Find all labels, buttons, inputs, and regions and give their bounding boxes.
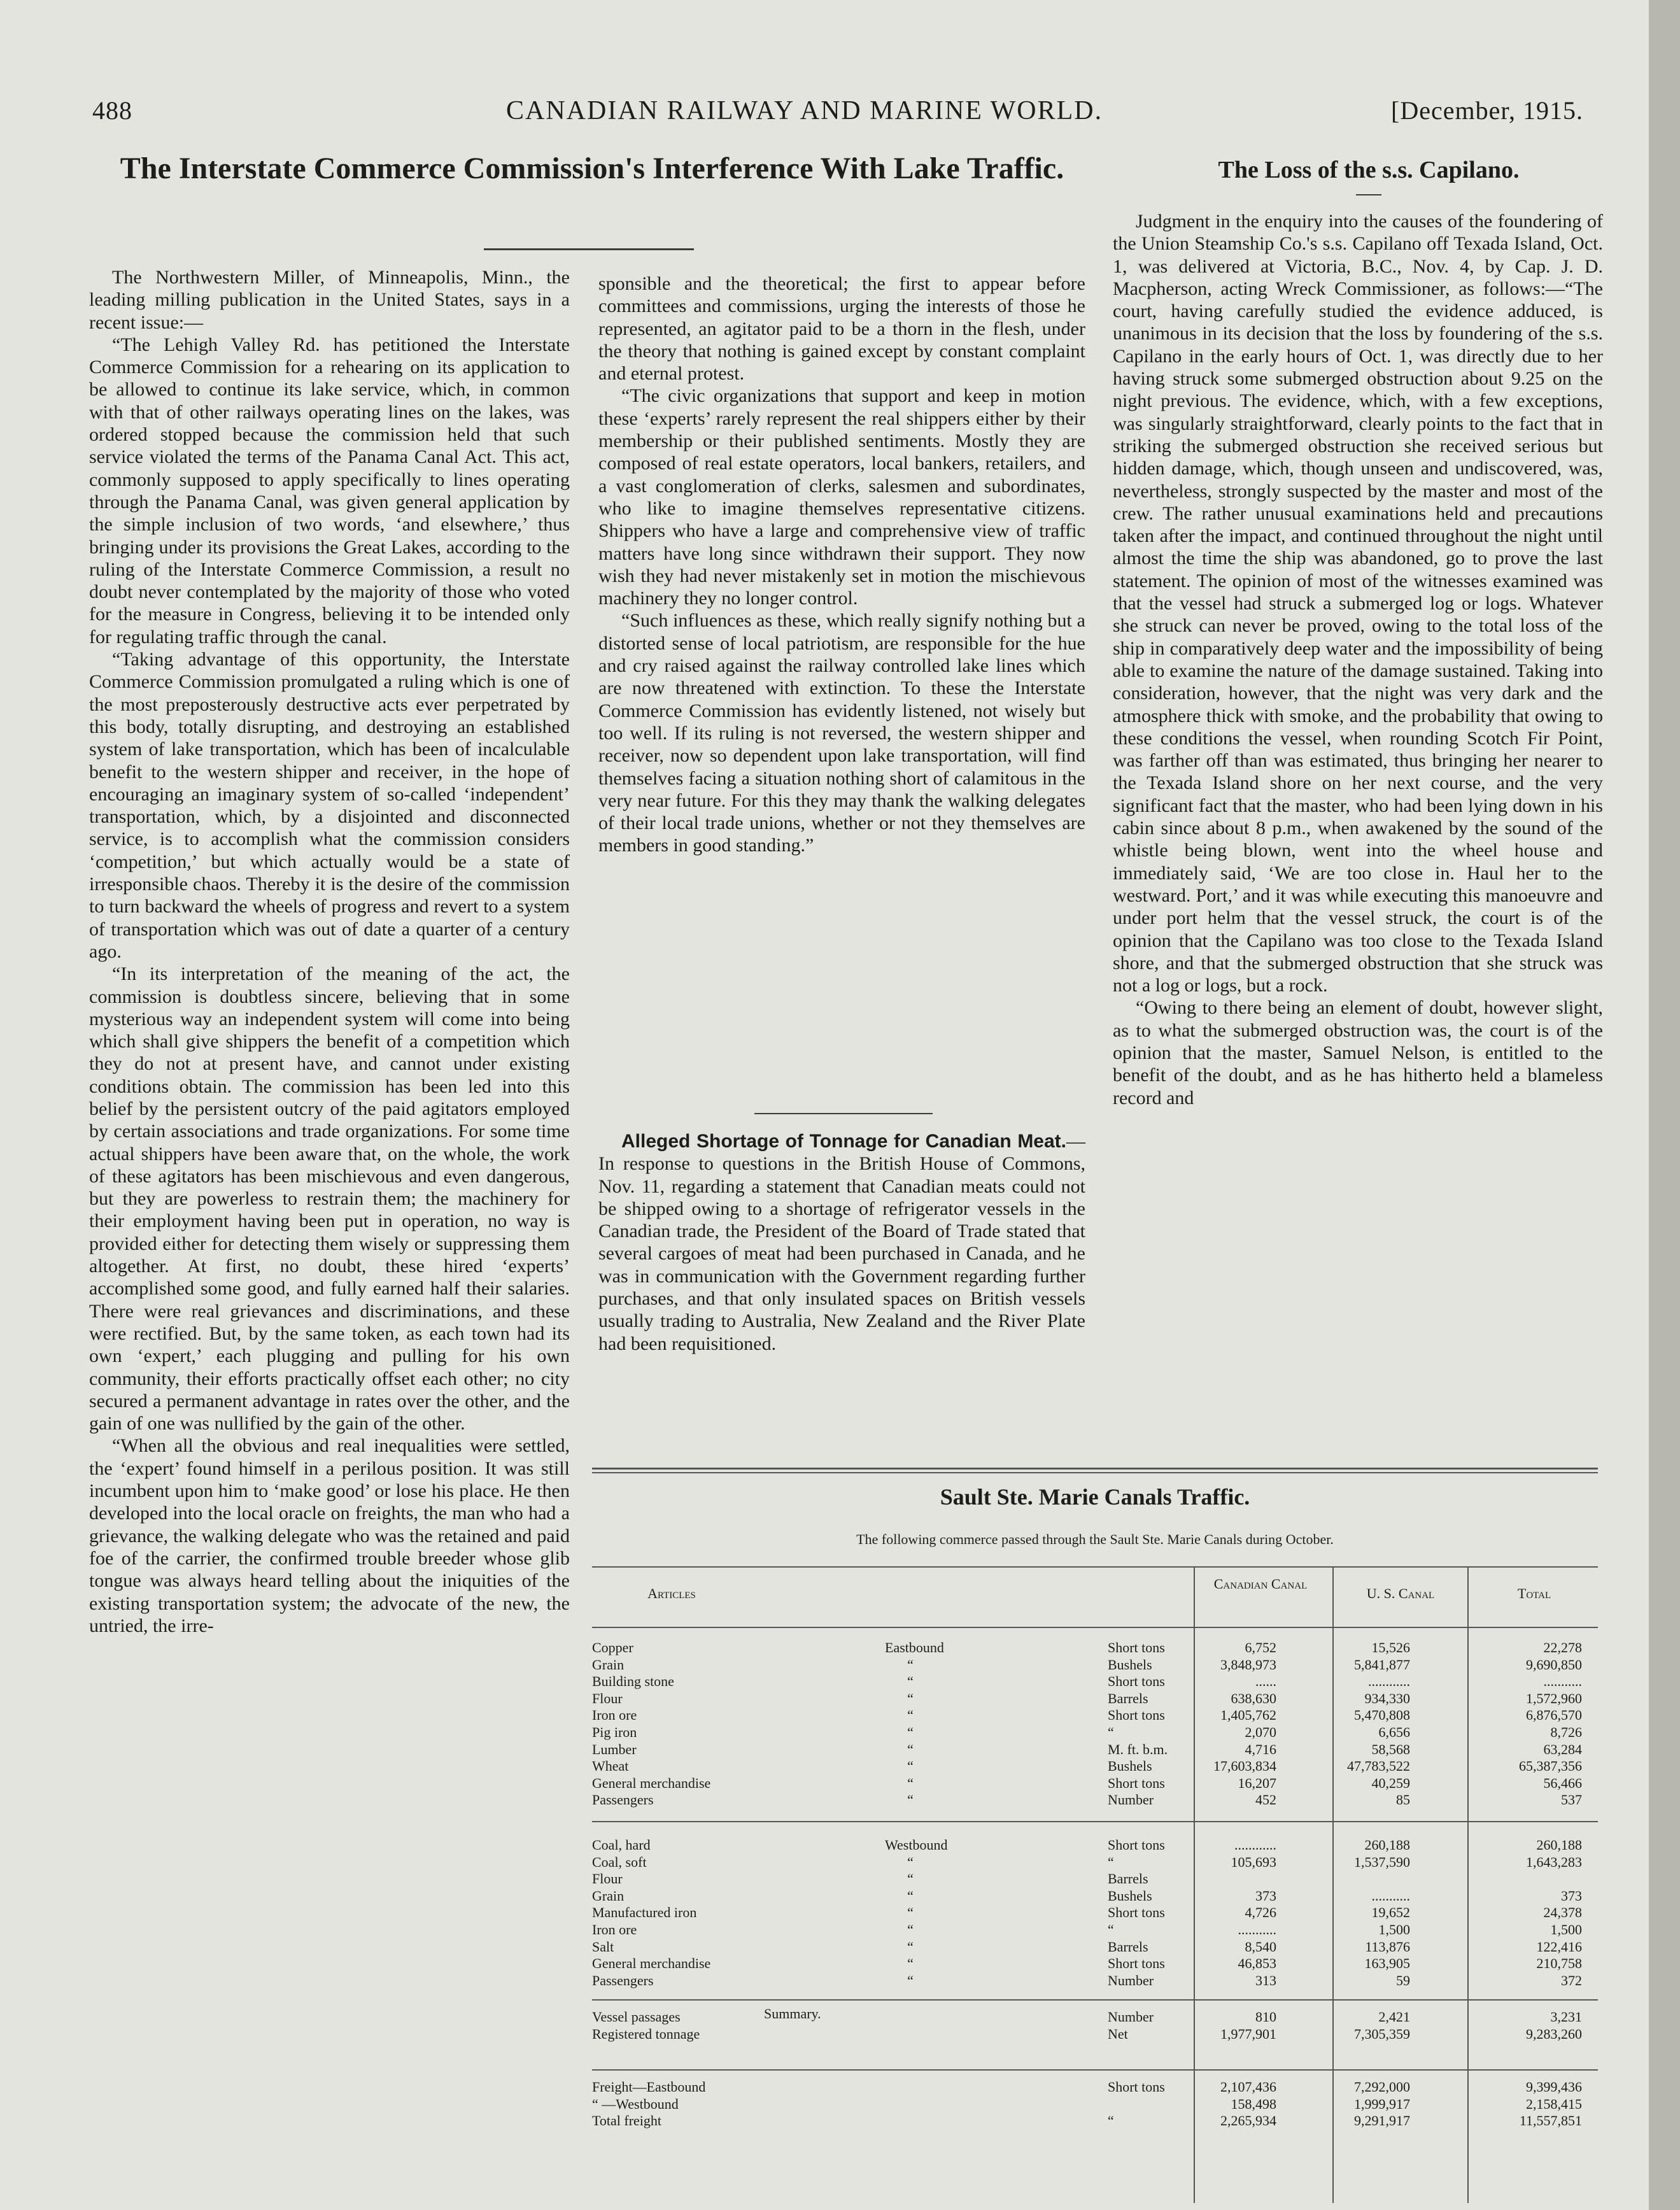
table-row <box>592 2079 1598 2096</box>
article-column-3 <box>1113 210 1603 1109</box>
column-header-us: U. S. Canal <box>1366 1585 1435 1601</box>
canadian-canal-cell: 16,207 <box>1238 1774 1276 1791</box>
total-cell: 9,690,850 <box>1526 1656 1582 1673</box>
us-canal-cell: ........... <box>1371 1887 1410 1904</box>
direction-cell: Eastbound <box>885 1640 944 1655</box>
total-cell: 210,758 <box>1536 1955 1582 1972</box>
canadian-canal-cell: ...... <box>1255 1673 1276 1690</box>
table-row <box>592 1707 1598 1724</box>
direction-cell: “ <box>907 1904 914 1921</box>
canadian-canal-cell: 2,070 <box>1245 1724 1276 1740</box>
total-cell: 65,387,356 <box>1519 1758 1582 1774</box>
article-cell: Flour <box>592 1871 623 1887</box>
us-canal-cell: 7,292,000 <box>1354 2079 1410 2095</box>
us-canal-cell: 19,652 <box>1371 1904 1410 1921</box>
paragraph: “Such influences as these, which really signify nothing but a distorted sense of local patriotism, are responsible for the hue and cry raised against the railway controlled lake lines which are now threatened with extinction. To these the Interstate Commerce Commission has evidently listened, not wisely but too well. If its ruling is not reversed, the western shipper and receiver, now so dependent upon lake transportation, will find themselves facing a situation nothing short of calamitous in the very near future. For this they may thank the walking delegates of their local trade unions, whether or not they themselves are members in good standing.” <box>598 610 1085 856</box>
table-row <box>592 1741 1598 1759</box>
article-cell: Coal, hard <box>592 1837 651 1853</box>
issue-date: [December, 1915. <box>1391 96 1584 125</box>
canadian-canal-cell: 810 <box>1255 2009 1276 2025</box>
table-row <box>592 1775 1598 1792</box>
direction-cell: “ <box>907 1871 914 1887</box>
article-cell: Wheat <box>592 1758 629 1774</box>
total-cell: 63,284 <box>1543 1741 1582 1757</box>
summary-label: Summary. <box>764 2006 821 2022</box>
canadian-canal-cell: 6,752 <box>1245 1640 1276 1655</box>
unit-cell: Short tons <box>1108 1904 1165 1921</box>
table-row <box>592 1673 1598 1690</box>
table-row <box>592 2113 1598 2130</box>
direction-cell: “ <box>907 1758 914 1774</box>
unit-cell: “ <box>1108 1922 1114 1937</box>
article-cell: Freight—Eastbound <box>592 2079 706 2095</box>
table-row <box>592 1657 1598 1674</box>
total-cell: 1,643,283 <box>1526 1853 1582 1870</box>
direction-cell: “ <box>907 1853 914 1870</box>
unit-cell: Bushels <box>1108 1887 1152 1904</box>
section-rule <box>592 2069 1598 2071</box>
article-cell: Coal, soft <box>592 1853 647 1870</box>
us-canal-cell: 260,188 <box>1364 1837 1410 1853</box>
article-cell: Flour <box>592 1690 623 1706</box>
unit-cell: Net <box>1108 2025 1128 2042</box>
canadian-canal-cell: ........... <box>1238 1922 1276 1937</box>
article-divider <box>754 1113 933 1114</box>
canadian-canal-cell: 2,107,436 <box>1220 2079 1276 2095</box>
table-row <box>592 1640 1598 1657</box>
journal-title: CANADIAN RAILWAY AND MARINE WORLD. <box>506 96 1103 125</box>
us-canal-cell: 47,783,522 <box>1347 1758 1410 1774</box>
page-spine <box>1649 0 1680 2210</box>
canadian-canal-cell: 452 <box>1255 1792 1276 1808</box>
article-cell: Iron ore <box>592 1922 637 1937</box>
total-cell: 2,158,415 <box>1526 2095 1582 2112</box>
direction-cell: “ <box>907 1690 914 1706</box>
us-canal-cell: 113,876 <box>1365 1938 1410 1955</box>
total-cell: 537 <box>1561 1792 1582 1808</box>
unit-cell: Bushels <box>1108 1758 1152 1774</box>
unit-cell: “ <box>1108 1853 1114 1870</box>
section-rule <box>592 1821 1598 1822</box>
table-row <box>592 1955 1598 1973</box>
article-cell: Iron ore <box>592 1707 637 1724</box>
column-header-total: Total <box>1517 1585 1551 1601</box>
direction-cell: “ <box>907 1887 914 1904</box>
unit-cell: Short tons <box>1108 1774 1165 1791</box>
unit-cell: Short tons <box>1108 1673 1165 1690</box>
unit-cell: Short tons <box>1108 1955 1165 1972</box>
table-title: Sault Ste. Marie Canals Traffic. <box>940 1484 1250 1510</box>
unit-cell: Short tons <box>1108 1707 1165 1724</box>
canadian-canal-cell: 46,853 <box>1238 1955 1276 1972</box>
total-cell: 56,466 <box>1543 1774 1582 1791</box>
canadian-canal-cell: 158,498 <box>1231 2095 1276 2112</box>
us-canal-cell: 1,999,917 <box>1354 2095 1410 2112</box>
article-cell: Salt <box>592 1938 614 1955</box>
article-cell: Total freight <box>592 2113 662 2129</box>
table-row <box>592 1854 1598 1871</box>
column-header-articles: Articles <box>647 1585 696 1601</box>
unit-cell: Number <box>1108 2009 1154 2025</box>
article-cell: “ —Westbound <box>592 2095 679 2112</box>
canadian-canal-cell: 1,405,762 <box>1220 1707 1276 1724</box>
canadian-canal-cell: 3,848,973 <box>1220 1656 1276 1673</box>
article-cell: Passengers <box>592 1792 654 1808</box>
article-cell: Pig iron <box>592 1724 637 1740</box>
total-cell: 373 <box>1561 1887 1582 1904</box>
total-cell: 6,876,570 <box>1526 1707 1582 1724</box>
direction-cell: “ <box>907 1972 914 1988</box>
table-row <box>592 1724 1598 1741</box>
total-cell: 24,378 <box>1543 1904 1582 1921</box>
unit-cell: M. ft. b.m. <box>1108 1741 1168 1757</box>
canadian-canal-cell: 373 <box>1255 1887 1276 1904</box>
direction-cell: “ <box>907 1792 914 1808</box>
total-cell: 22,278 <box>1543 1640 1582 1655</box>
direction-cell: “ <box>907 1774 914 1791</box>
article-column-1 <box>89 266 570 1637</box>
paragraph: Judgment in the enquiry into the causes of the foundering of the Union Steamship Co.'s s.s. Capilano off Texada Island, Oct. 1, was delivered at Victoria, B.C., Nov. 4, by Cap. J. D. Macpherson, acting Wreck Commissioner, as follows:—“The court, having carefully studied the evidence adduced, is unanimous in its decision that the loss by foundering of the s.s. Capilano in the early hours of Oct. 1, was directly due to her having struck some submerged obstruction about 9.25 on the night previous. The evidence, which, with a few exceptions, was singularly straightforward, clearly points to the fact that in striking the submerged obstruction she received serious but hidden damage, which, though unseen and undiscovered, was, nevertheless, strongly suspected by the master and most of the crew. The rather unusual examinations held and precautions taken after the impact, and continued throughout the night until almost the time the ship was abandoned, go to prove the last statement. The opinion of most of the witnesses examined was that the vessel had struck a submerged log or logs. Whatever she struck can never be proved, owing to the total loss of the ship in comparatively deep water and the impossibility of being able to examine the nature of the damage sustained. Taking into consideration, however, that the night was very dark and the atmosphere thick with smoke, and the probability that owing to these conditions the vessel, when rounding Scotch Fir Point, was farther off than was estimated, thus bringing her nearer to the Texada Island shore on her next course, and the very significant fact that the master, who had been lying down in his cabin since about 8 p.m., when awakened by the sound of the whistle being blown, went into the wheel house and immediately said, ‘We are too close in. Haul her to the westward. Port,’ and it was while executing this manoeuvre and under port helm that the vessel struck, the court is of the opinion that the Capilano was too close to the Texada Island shore, and that the submerged obstruction that she struck was not a log or logs, but a rock. <box>1113 211 1603 996</box>
unit-cell: Barrels <box>1108 1871 1148 1887</box>
direction-cell: “ <box>907 1922 914 1937</box>
paragraph: “Owing to there being an element of doubt, however slight, as to what the submerged obstruction was, the court is of the opinion that the master, Samuel Nelson, is entitled to the benefit of the doubt, and as he has hitherto held a blameless record and <box>1113 997 1603 1109</box>
table-row <box>592 1792 1598 1809</box>
unit-cell: Barrels <box>1108 1690 1148 1706</box>
table-top-rule <box>592 1472 1598 1473</box>
unit-cell: Short tons <box>1108 1837 1165 1853</box>
article-cell: Manufactured iron <box>592 1904 697 1921</box>
article-cell: General merchandise <box>592 1774 711 1791</box>
direction-cell: “ <box>907 1955 914 1972</box>
article-cell: Grain <box>592 1887 625 1904</box>
direction-cell: “ <box>907 1656 914 1673</box>
table-row <box>592 2096 1598 2113</box>
paragraph: “Taking advantage of this opportunity, the Interstate Commerce Commission promulgated a ruling which is one of the most preposterously destructive acts ever perpetrated by this body, totally disrupting, and destroying an established system of lake transportation, which has been of incalculable benefit to the western shipper and receiver, in the hope of encouraging an imaginary system of so-called ‘independent’ transportation, which, by a disjointed and disconnected service, is to accomplish what the commission considers ‘competition,’ but which actually would be a state of irresponsible chaos. Thereby it is the desire of the commission to turn backward the wheels of progress and revert to a system of transportation which was out of date a quarter of a century ago. <box>89 649 570 962</box>
direction-cell: “ <box>907 1938 914 1955</box>
article-cell: Registered tonnage <box>592 2025 700 2042</box>
unit-cell: Barrels <box>1108 1938 1148 1955</box>
us-canal-cell: 59 <box>1396 1972 1410 1988</box>
us-canal-cell: 85 <box>1396 1792 1410 1808</box>
table-row <box>592 1888 1598 1905</box>
us-canal-cell: 7,305,359 <box>1354 2025 1410 2042</box>
us-canal-cell: ............ <box>1368 1673 1410 1690</box>
unit-cell: “ <box>1108 1724 1114 1740</box>
total-cell: ........... <box>1543 1673 1582 1690</box>
table-row <box>592 1690 1598 1708</box>
paragraph <box>598 1130 1085 1355</box>
us-canal-cell: 58,568 <box>1371 1741 1410 1757</box>
table-row <box>592 1922 1598 1939</box>
article-tonnage <box>598 1130 1085 1355</box>
us-canal-cell: 9,291,917 <box>1354 2113 1410 2129</box>
table-subtitle: The following commerce passed through the Sault Ste. Marie Canals during October. <box>856 1531 1334 1547</box>
us-canal-cell: 1,537,590 <box>1354 1853 1410 1870</box>
us-canal-cell: 934,330 <box>1364 1690 1410 1706</box>
paragraph: The Northwestern Miller, of Minneapolis, Minn., the leading milling publication in the United States, says in a recent issue:— <box>89 267 570 333</box>
direction-cell: Westbound <box>885 1837 948 1853</box>
us-canal-cell: 5,841,877 <box>1354 1656 1410 1673</box>
canadian-canal-cell: 4,726 <box>1245 1904 1276 1921</box>
canadian-canal-cell: 313 <box>1255 1972 1276 1988</box>
article-cell: Passengers <box>592 1972 654 1988</box>
article-cell: Copper <box>592 1640 633 1655</box>
table-top-rule <box>592 1468 1598 1470</box>
direction-cell: “ <box>907 1707 914 1724</box>
total-cell: 3,231 <box>1550 2009 1582 2025</box>
paragraph: “In its interpretation of the meaning of the act, the commission is doubtless sincere, believing that in some mysterious way an independent system will come into being which shall give shippers the benefit of a competition which they do not at present have, and cannot under existing conditions obtain. The commission has been led into this belief by the persistent outcry of the paid agitators employed by certain associations and trade organizations. For some time actual shippers have been aware that, on the whole, the work of these agitators has been mischievous and even dangerous, but they are powerless to restrain them; the machinery for their employment having been put in operation, no way is provided either for detecting them wisely or suppressing them altogether. At first, no doubt, these hired ‘experts’ accomplished some good, and fully earned half their salaries. There were real grievances and discriminations, and these were rectified. But, by the same token, as each town had its own ‘expert,’ each plugging and pulling for his own community, their efforts practically offset each other; no city secured a permanent advantage in rates over the other, and the gain of one was nullified by the gain of the other. <box>89 963 570 1434</box>
article-cell: Vessel passages <box>592 2009 681 2025</box>
canadian-canal-cell: 4,716 <box>1245 1741 1276 1757</box>
table-row <box>592 2026 1598 2043</box>
unit-cell: Number <box>1108 1972 1154 1988</box>
us-canal-cell: 163,905 <box>1364 1955 1410 1972</box>
canadian-canal-cell: 2,265,934 <box>1220 2113 1276 2129</box>
canadian-canal-cell: 1,977,901 <box>1220 2025 1276 2042</box>
title-rule <box>1356 194 1381 195</box>
article-cell: General merchandise <box>592 1955 711 1972</box>
canadian-canal-cell: 8,540 <box>1245 1938 1276 1955</box>
article-title-capilano: The Loss of the s.s. Capilano. <box>1218 157 1520 183</box>
paragraph: “When all the obvious and real inequalities were settled, the ‘expert’ found himself in a perilous position. It was still incumbent upon him to ‘make good’ or lose his place. He then developed into the local oracle on freights, the man who had a grievance, the walking delegate who was the retained and paid foe of the carrier, the confirmed trouble breeder whose glib tongue was always heard telling about the iniquities of the existing transportation system; the advocate of the new, the untried, the irre- <box>89 1435 570 1636</box>
canadian-canal-cell: 638,630 <box>1231 1690 1276 1706</box>
canadian-canal-cell: ............ <box>1234 1837 1276 1853</box>
section-rule <box>592 1999 1598 2001</box>
direction-cell: “ <box>907 1724 914 1740</box>
total-cell: 9,283,260 <box>1526 2025 1582 2042</box>
article-body: —In response to questions in the British House of Commons, Nov. 11, regarding a statement that Canadian meats could not be shipped owing to a shortage of refrigerator vessels in the Canadian trade, the President of the Board of Trade stated that several cargoes of meat had been purchased in Canada, and he was in communication with the Government regarding further purchases, and that only insulated spaces on British vessels usually trading to Australia, New Zealand and the River Plate had been requisitioned. <box>598 1131 1085 1354</box>
column-header-canadian: Canadian Canal <box>1213 1576 1308 1592</box>
article-lead-in: Alleged Shortage of Tonnage for Canadian Meat. <box>621 1131 1066 1152</box>
unit-cell: “ <box>1108 2113 1114 2129</box>
paragraph: “The Lehigh Valley Rd. has petitioned the Interstate Commerce Commission for a rehearing on its application to be allowed to continue its lake service, which, in common with that of other railways operating lines on the lakes, was ordered stopped because the commission held that such service violated the terms of the Panama Canal Act. This act, commonly supposed to apply specifically to lines operating through the Panama Canal, was given general application by the simple inclusion of two words, ‘and elsewhere,’ thus bringing under its provisions the Great Lakes, according to the ruling of the Interstate Commerce Commission, a result no doubt never contemplated by the majority of those who voted for the measure in Congress, believing it to be intended only for regulating traffic through the canal. <box>89 334 570 648</box>
total-cell: 11,557,851 <box>1519 2113 1582 2129</box>
total-cell: 372 <box>1561 1972 1582 1988</box>
paragraph: sponsible and the theoretical; the first to appear before committees and commissions, urging the interests of those he represented, an agitator paid to be a thorn in the flesh, under the theory that nothing is gained except by constant complaint and eternal protest. <box>598 273 1085 385</box>
article-column-2 <box>598 273 1085 857</box>
us-canal-cell: 2,421 <box>1378 2009 1410 2025</box>
total-cell: 8,726 <box>1550 1724 1582 1740</box>
us-canal-cell: 15,526 <box>1371 1640 1410 1655</box>
total-cell: 122,416 <box>1536 1938 1582 1955</box>
table-row <box>592 1871 1598 1888</box>
table-row <box>592 1939 1598 1956</box>
us-canal-cell: 1,500 <box>1378 1922 1410 1937</box>
table-row <box>592 2009 1598 2026</box>
total-cell: 260,188 <box>1536 1837 1582 1853</box>
canadian-canal-cell: 17,603,834 <box>1213 1758 1276 1774</box>
direction-cell: “ <box>907 1741 914 1757</box>
article-cell: Lumber <box>592 1741 637 1757</box>
unit-cell: Short tons <box>1108 1640 1165 1655</box>
table-header-rule <box>592 1627 1598 1628</box>
canadian-canal-cell: 105,693 <box>1231 1853 1276 1870</box>
us-canal-cell: 40,259 <box>1371 1774 1410 1791</box>
total-cell: 9,399,436 <box>1526 2079 1582 2095</box>
table-row <box>592 1973 1598 1990</box>
paragraph: “The civic organizations that support and keep in motion these ‘experts’ rarely represent the real shippers either by their membership or their published sentiments. Mostly they are composed of real estate operators, local bankers, retailers, and a vast conglomeration of clerks, salesmen and subordinates, who like to imagine themselves representative citizens. Shippers who have a large and comprehensive view of traffic matters have long since withdrawn their support. They now wish they had never mistakenly set in motion the mischievous machinery they no longer control. <box>598 385 1085 609</box>
article-title-interstate: The Interstate Commerce Commission's Interference With Lake Traffic. <box>120 152 1064 185</box>
table-row <box>592 1837 1598 1854</box>
title-rule <box>484 248 694 250</box>
article-cell: Grain <box>592 1656 625 1673</box>
us-canal-cell: 5,470,808 <box>1354 1707 1410 1724</box>
unit-cell: Number <box>1108 1792 1154 1808</box>
direction-cell: “ <box>907 1673 914 1690</box>
unit-cell: Bushels <box>1108 1656 1152 1673</box>
table-header-rule <box>592 1566 1598 1568</box>
total-cell: 1,572,960 <box>1526 1690 1582 1706</box>
table-row <box>592 1758 1598 1775</box>
article-cell: Building stone <box>592 1673 674 1690</box>
table-row <box>592 1904 1598 1922</box>
us-canal-cell: 6,656 <box>1378 1724 1410 1740</box>
total-cell: 1,500 <box>1550 1922 1582 1937</box>
unit-cell: Short tons <box>1108 2079 1165 2095</box>
page-number: 488 <box>92 96 132 125</box>
